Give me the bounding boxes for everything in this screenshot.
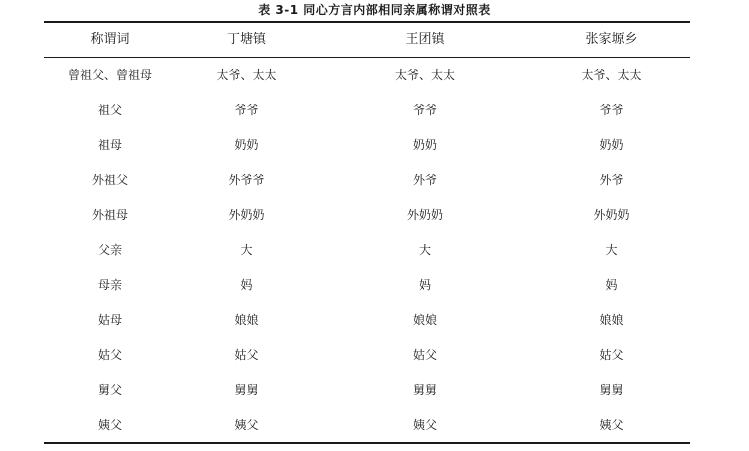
table-cell-dingtang: 姑父 [234,348,259,362]
table-cell-wangtuan: 舅舅 [412,383,437,397]
table-cell-zhangjiayuan: 娘娘 [599,313,624,327]
table-cell-wangtuan: 外奶奶 [406,208,443,222]
table-body [44,58,690,443]
column-header-dingtang: 丁塘镇 [226,32,266,47]
table-cell-zhangjiayuan: 大 [605,243,618,257]
table-cell-zhangjiayuan: 外爷 [599,173,624,187]
table-cell-zhangjiayuan: 妈 [605,278,618,292]
table-cell-dingtang: 大 [240,243,253,257]
table-cell-wangtuan: 外爷 [412,173,437,187]
table-bottom-rule [44,442,690,444]
table-cell-wangtuan: 奶奶 [412,138,437,152]
table-cell-term: 姑父 [97,348,122,362]
table-cell-term: 姨父 [97,418,122,432]
table-cell-wangtuan: 姨父 [412,418,437,432]
table-cell-dingtang: 舅舅 [234,383,259,397]
table-cell-term: 曾祖父、曾祖母 [67,68,152,82]
table-cell-term: 祖父 [97,103,122,117]
column-header-term: 称谓词 [90,32,130,47]
table-cell-wangtuan: 太爷、太太 [394,68,455,82]
table-cell-term: 母亲 [97,278,122,292]
table-cell-wangtuan: 爷爷 [412,103,437,117]
table-cell-term: 姑母 [97,313,122,327]
table-cell-term: 祖母 [97,138,122,152]
table-cell-zhangjiayuan: 外奶奶 [593,208,630,222]
table-cell-term: 外祖父 [91,173,128,187]
table-cell-dingtang: 外爷爷 [228,173,265,187]
table-cell-dingtang: 奶奶 [234,138,259,152]
table-cell-dingtang: 娘娘 [234,313,259,327]
table-cell-zhangjiayuan: 姨父 [599,418,624,432]
table-cell-zhangjiayuan: 太爷、太太 [581,68,642,82]
table-cell-zhangjiayuan: 舅舅 [599,383,624,397]
table-header-row [44,23,690,57]
table-cell-wangtuan: 姑父 [412,348,437,362]
table-cell-zhangjiayuan: 姑父 [599,348,624,362]
column-header-zhangjiayuan: 张家塬乡 [585,32,638,47]
table-cell-wangtuan: 大 [418,243,431,257]
table-cell-dingtang: 外奶奶 [228,208,265,222]
column-header-wangtuan: 王团镇 [405,32,445,47]
table-cell-dingtang: 爷爷 [234,103,259,117]
table-cell-dingtang: 妈 [240,278,253,292]
table-cell-term: 外祖母 [91,208,128,222]
table-cell-term: 舅父 [97,383,122,397]
table-cell-wangtuan: 妈 [418,278,431,292]
table-cell-dingtang: 太爷、太太 [216,68,277,82]
table-cell-zhangjiayuan: 奶奶 [599,138,624,152]
table-cell-zhangjiayuan: 爷爷 [599,103,624,117]
table-cell-dingtang: 姨父 [234,418,259,432]
table-caption: 表 3-1 同心方言内部相同亲属称谓对照表 [258,3,491,17]
table-cell-term: 父亲 [97,243,122,257]
table-cell-wangtuan: 娘娘 [412,313,437,327]
